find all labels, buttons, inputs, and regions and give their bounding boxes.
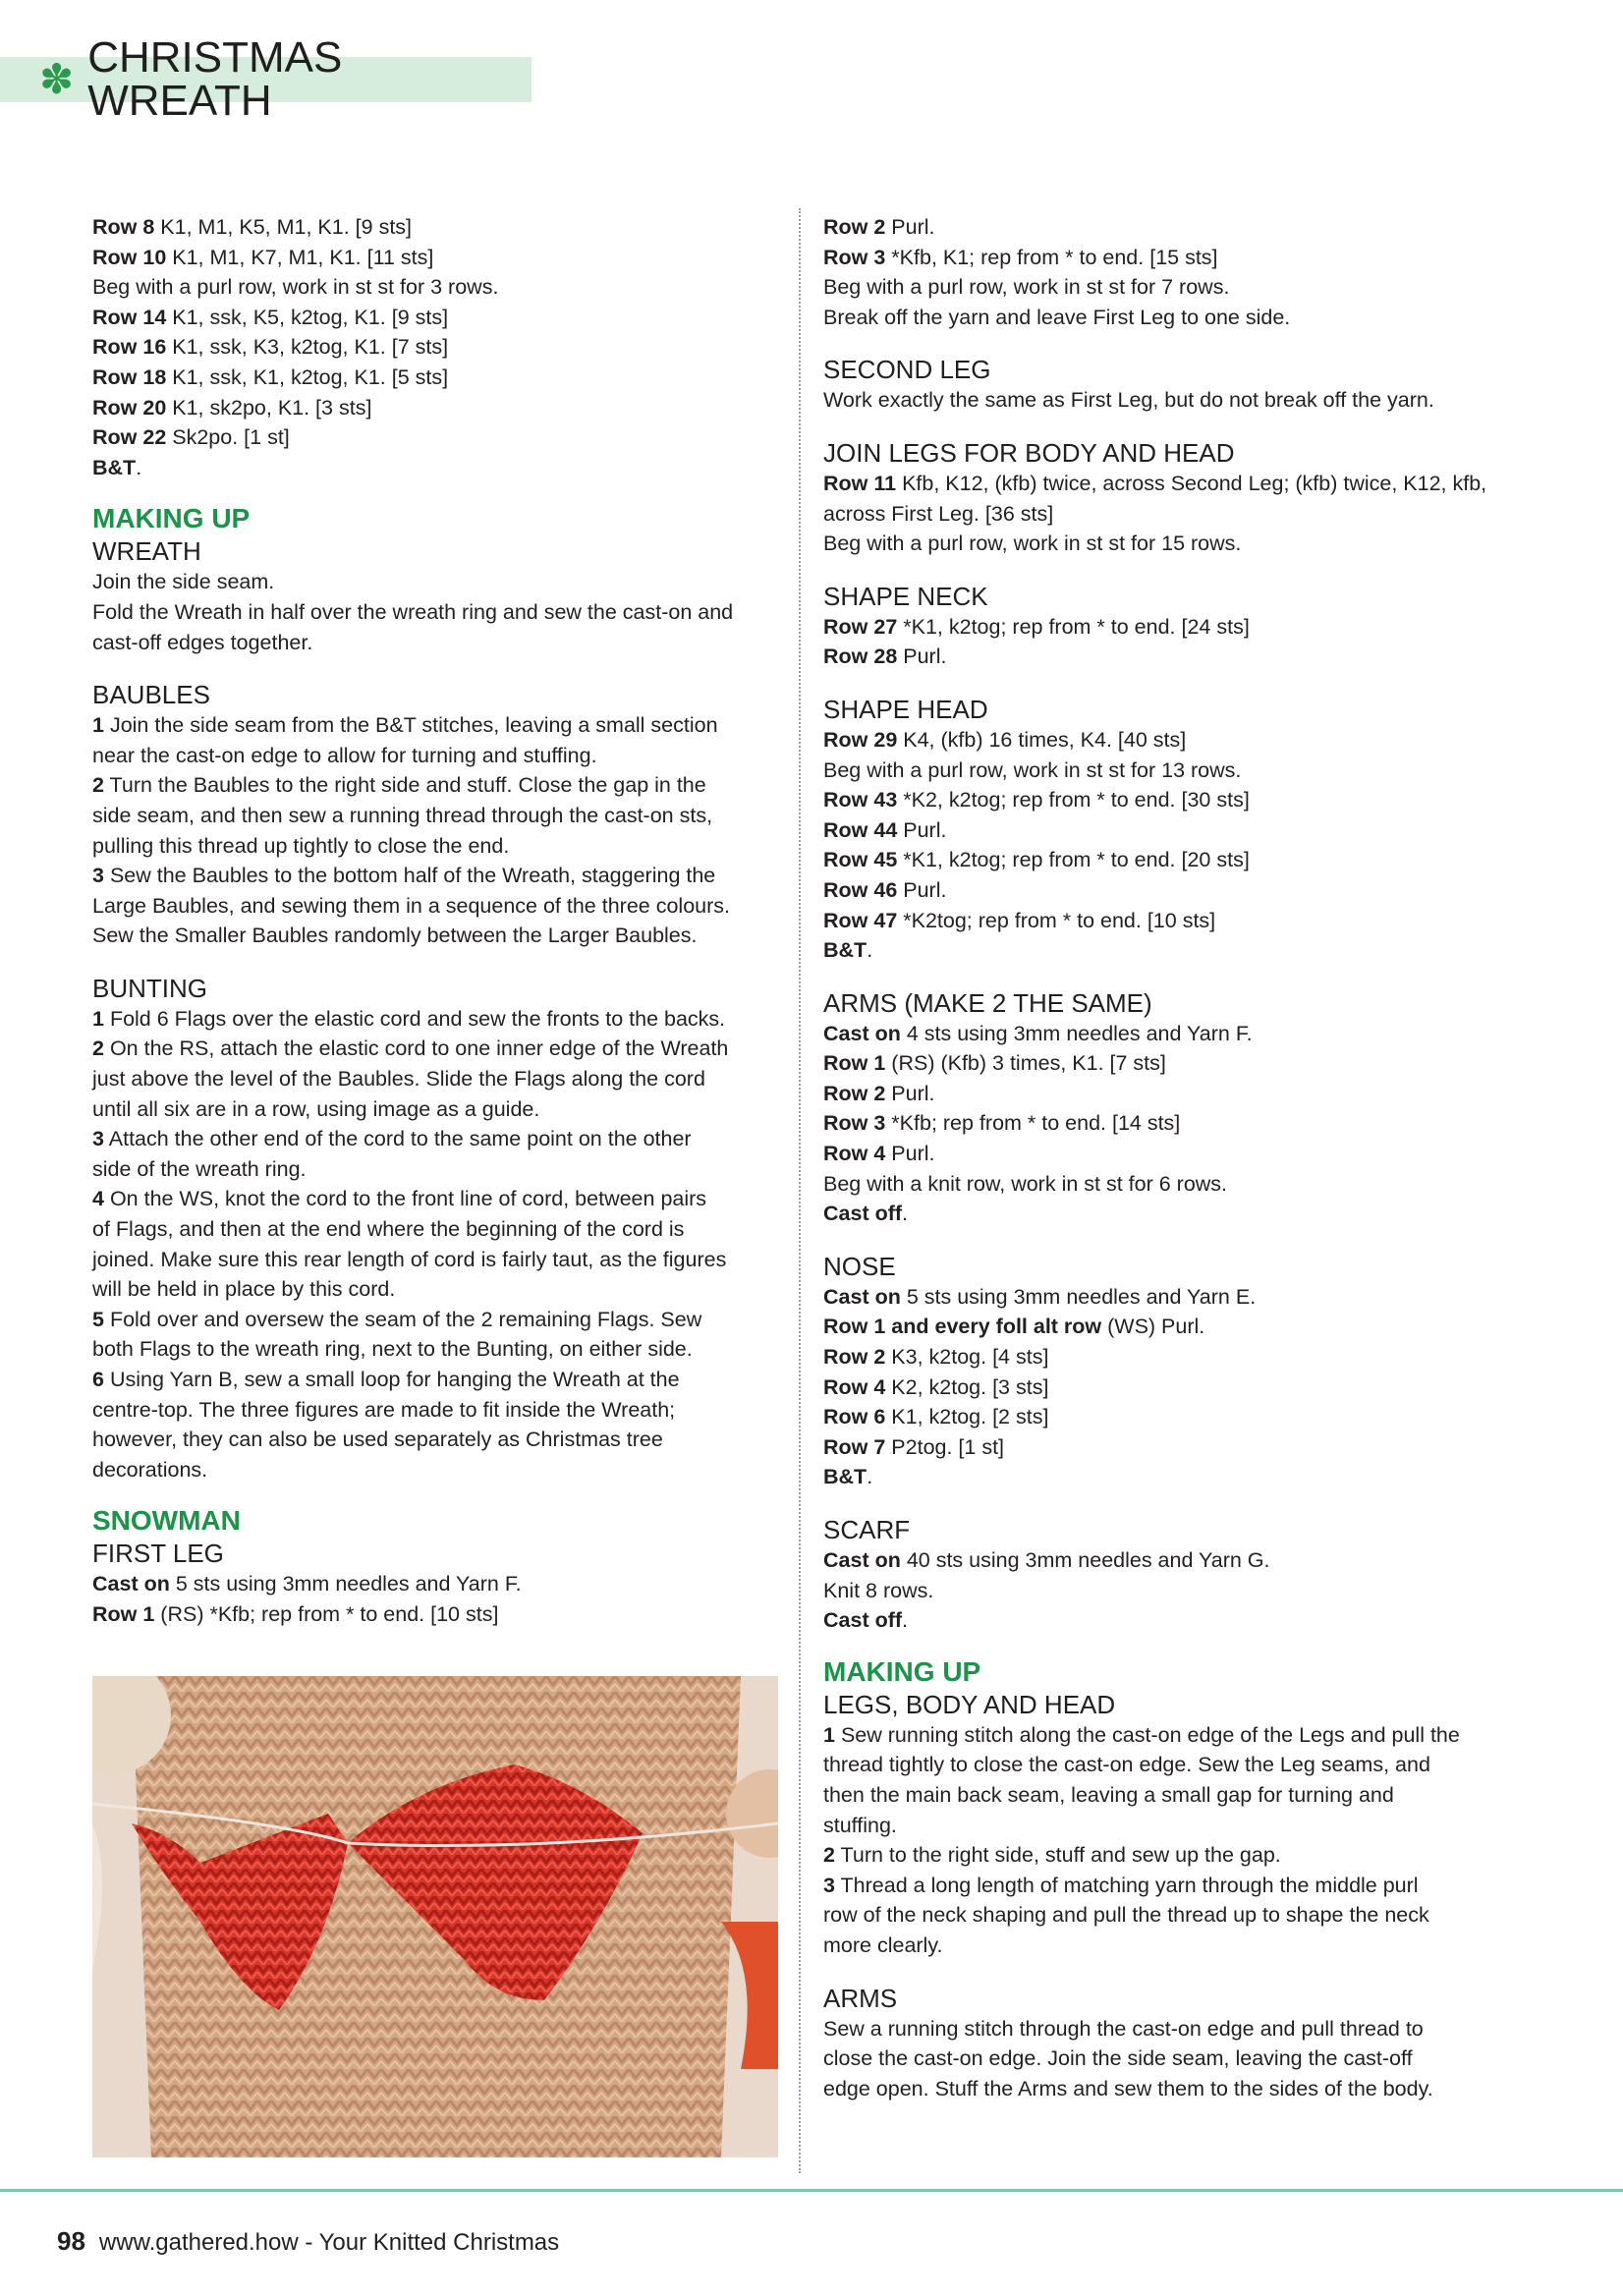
subsection-heading: ARMS — [823, 1983, 898, 2013]
instruction-text: of Flags, and then at the end where the beginning of the cord is — [92, 1217, 685, 1242]
instruction-text: Fold over and oversew the seam of the 2 remaining Flags. Sew — [103, 1307, 702, 1331]
right-column — [823, 212, 1511, 2103]
instruction-text: K1, ssk, K1, k2tog, K1. [5 sts] — [166, 364, 449, 389]
instruction-line — [823, 1048, 1511, 1079]
subsection-heading: SECOND LEG — [823, 355, 991, 385]
instruction-text: Purl. — [885, 1081, 935, 1105]
instruction-text: Kfb, K12, (kfb) twice, across Second Leg; (kfb) twice, K12, kfb, — [896, 471, 1487, 495]
instruction-line — [92, 921, 782, 951]
instruction-text: near the cast-on edge to allow for turning and stuffing. — [92, 743, 597, 767]
instruction-text: Sew the Smaller Baubles randomly between the Larger Baubles. — [92, 924, 698, 948]
instruction-line — [823, 272, 1511, 303]
instruction-label: Row 45 — [823, 848, 898, 872]
instruction-label: Row 16 — [92, 335, 167, 360]
instruction-line — [823, 906, 1511, 936]
instruction-label: Cast off — [823, 1202, 903, 1226]
instruction-label: Row 3 — [823, 245, 886, 269]
instruction-text: . — [867, 938, 873, 963]
instruction-line — [92, 891, 782, 922]
instruction-line — [92, 453, 782, 483]
instruction-line — [823, 1108, 1511, 1139]
instruction-label: 2 — [92, 1036, 104, 1061]
subsection-heading: BUNTING — [92, 973, 207, 1003]
instruction-text: row of the neck shaping and pull the thread up to shape the neck — [823, 1903, 1429, 1928]
instruction-line — [823, 1342, 1511, 1372]
instruction-label: Cast on — [823, 1548, 901, 1572]
instruction-label: B&T — [92, 455, 137, 479]
instruction-text: . — [136, 455, 142, 479]
instruction-label: Row 20 — [92, 395, 167, 420]
instruction-label: Row 44 — [823, 817, 898, 842]
instruction-text: decorations. — [92, 1457, 208, 1482]
knitted-bunting-photo — [92, 1676, 778, 2157]
instruction-line — [823, 1750, 1511, 1780]
instruction-line — [92, 243, 782, 273]
instruction-text: Work exactly the same as First Leg, but do not break off the yarn. — [823, 388, 1434, 413]
instruction-label: Row 11 — [823, 471, 897, 495]
instruction-text: On the RS, attach the elastic cord to one inner edge of the Wreath — [103, 1036, 729, 1061]
instruction-text: Turn to the right side, stuff and sew up the gap. — [834, 1843, 1281, 1868]
instruction-line — [823, 785, 1511, 815]
instruction-text: On the WS, knot the cord to the front line of cord, between pairs — [103, 1187, 707, 1211]
instruction-label: Row 2 — [823, 1081, 886, 1105]
instruction-line — [92, 1455, 782, 1485]
instruction-line — [823, 1372, 1511, 1403]
subsection-heading: LEGS, BODY AND HEAD — [823, 1689, 1116, 1719]
instruction-text: across First Leg. [36 sts] — [823, 501, 1054, 526]
instruction-label: Cast on — [823, 1284, 901, 1309]
instruction-line — [92, 1569, 782, 1599]
instruction-label: Row 4 — [823, 1374, 886, 1399]
instruction-text: K4, (kfb) 16 times, K4. [40 sts] — [897, 727, 1187, 752]
instruction-text: K1, M1, K7, M1, K1. [11 sts] — [166, 245, 434, 269]
instruction-label: B&T — [823, 938, 867, 963]
instruction-line — [92, 1124, 782, 1154]
instruction-text: thread tightly to close the cast-on edge. Sew the Leg seams, and — [823, 1753, 1430, 1777]
instruction-text: K1, ssk, K5, k2tog, K1. [9 sts] — [166, 305, 449, 329]
instruction-line — [92, 422, 782, 453]
instruction-label: Row 1 — [823, 1051, 886, 1076]
instruction-line — [823, 1079, 1511, 1109]
instruction-label: Row 8 — [92, 215, 155, 239]
instruction-text: side seam, and then sew a running thread through the cast-on sts, — [92, 803, 713, 827]
instruction-label: Row 2 — [823, 215, 886, 239]
instruction-label: Row 14 — [92, 305, 167, 329]
body-line: Join the side seam. — [92, 570, 275, 594]
instruction-label: Row 4 — [823, 1142, 886, 1166]
instruction-text: Sk2po. [1 st] — [166, 425, 290, 450]
instruction-label: Row 27 — [823, 614, 898, 639]
snowflake-icon: ✽ — [39, 56, 75, 102]
subsection-heading: JOIN LEGS FOR BODY AND HEAD — [823, 437, 1235, 468]
instruction-line — [823, 1811, 1511, 1841]
instruction-line — [92, 1305, 782, 1335]
instruction-line — [823, 935, 1511, 966]
instruction-line — [823, 385, 1511, 416]
instruction-line — [823, 1840, 1511, 1871]
instruction-label: Row 10 — [92, 245, 167, 269]
instruction-label: Row 47 — [823, 908, 898, 932]
subsection-heading: SCARF — [823, 1515, 911, 1544]
instruction-label: 4 — [92, 1187, 104, 1211]
instruction-line — [823, 1312, 1511, 1342]
instruction-text: Turn the Baubles to the right side and stuff. Close the gap in the — [103, 773, 706, 798]
instruction-line — [823, 1199, 1511, 1229]
section-heading: SNOWMAN — [92, 1505, 241, 1537]
instruction-text: more clearly. — [823, 1932, 943, 1957]
instruction-line — [92, 1094, 782, 1125]
instruction-line — [823, 612, 1511, 643]
instruction-line — [92, 272, 782, 303]
instruction-line — [92, 770, 782, 801]
instruction-text: Attach the other end of the cord to the same point on the other — [103, 1127, 692, 1151]
instruction-text: P2tog. [1 st] — [885, 1434, 1005, 1459]
instruction-text: then the main back seam, leaving a small gap for turning and — [823, 1782, 1394, 1807]
instruction-line — [92, 861, 782, 891]
instruction-line — [92, 1395, 782, 1426]
instruction-line — [823, 1545, 1511, 1576]
instruction-label: Row 2 — [823, 1345, 886, 1370]
instruction-text: just above the level of the Baubles. Slide the Flags along the cord — [92, 1067, 705, 1092]
footer-rule — [0, 2189, 1623, 2192]
section-heading: MAKING UP — [92, 503, 251, 534]
instruction-label: Cast off — [823, 1608, 903, 1633]
instruction-text: Beg with a purl row, work in st st for 13 rows. — [823, 757, 1242, 782]
subsection-heading: BAUBLES — [92, 680, 210, 710]
instruction-text: *K1, k2tog; rep from * to end. [24 sts] — [897, 614, 1250, 639]
left-column — [92, 212, 782, 1630]
instruction-line — [92, 831, 782, 862]
instruction-label: 3 — [92, 1127, 104, 1151]
instruction-line — [823, 1931, 1511, 1961]
instruction-text: Using Yarn B, sew a small loop for hanging the Wreath at the — [103, 1368, 680, 1391]
instruction-line — [823, 1282, 1511, 1313]
instruction-line — [823, 469, 1511, 499]
subsection-heading: NOSE — [823, 1251, 896, 1281]
instruction-line — [92, 1154, 782, 1185]
instruction-label: Row 29 — [823, 727, 898, 752]
instruction-line — [823, 1402, 1511, 1432]
instruction-line — [92, 393, 782, 423]
instruction-line — [92, 1184, 782, 1214]
subsection-heading: SHAPE HEAD — [823, 694, 988, 724]
instruction-text: until all six are in a row, using image as a guide. — [92, 1096, 540, 1121]
column-divider — [799, 208, 801, 2173]
instruction-text: stuffing. — [823, 1813, 897, 1837]
instruction-text: Purl. — [885, 1142, 935, 1166]
instruction-text: . — [867, 1465, 873, 1489]
instruction-label: Row 3 — [823, 1111, 886, 1136]
instruction-text: Purl. — [897, 817, 947, 842]
instruction-text: *K2, k2tog; rep from * to end. [30 sts] — [897, 788, 1250, 812]
instruction-text: 5 sts using 3mm needles and Yarn E. — [900, 1284, 1257, 1309]
instruction-line — [823, 1871, 1511, 1901]
instruction-label: Row 7 — [823, 1434, 886, 1459]
instruction-line — [823, 303, 1511, 333]
instruction-label: Cast on — [92, 1572, 170, 1596]
instruction-label: Row 22 — [92, 425, 167, 450]
instruction-text: Sew the Baubles to the bottom half of the Wreath, staggering the — [103, 864, 716, 888]
page-number: 98 — [57, 2226, 85, 2256]
instruction-text: Knit 8 rows. — [823, 1578, 934, 1602]
instruction-label: Row 46 — [823, 877, 898, 902]
subsection-heading: FIRST LEG — [92, 1539, 224, 1569]
instruction-text: Purl. — [885, 215, 935, 239]
instruction-line — [823, 499, 1511, 530]
section-heading: MAKING UP — [823, 1655, 981, 1687]
instruction-line — [823, 1780, 1511, 1811]
instruction-text: Beg with a knit row, work in st st for 6 rows. — [823, 1171, 1228, 1196]
instruction-text: . — [902, 1202, 909, 1226]
instruction-text: Sew a running stitch through the cast-on edge and pull thread to — [823, 2016, 1424, 2041]
instruction-text: *Kfb; rep from * to end. [14 sts] — [885, 1111, 1181, 1136]
instruction-line — [92, 1425, 782, 1455]
instruction-line — [823, 875, 1511, 906]
instruction-label: 3 — [92, 864, 104, 888]
instruction-text: Purl. — [897, 644, 947, 669]
instruction-line — [823, 845, 1511, 875]
instruction-text: . — [902, 1608, 909, 1633]
instruction-text: (WS) Purl. — [1101, 1315, 1205, 1339]
instruction-text: centre-top. The three figures are made to fit inside the Wreath; — [92, 1397, 676, 1422]
instruction-text: Thread a long length of matching yarn through the middle purl — [834, 1873, 1419, 1897]
header-bar — [0, 33, 532, 125]
instruction-text: Beg with a purl row, work in st st for 7 rows. — [823, 275, 1230, 300]
subsection-heading: WREATH — [92, 536, 201, 567]
instruction-label: Row 1 and every foll alt row — [823, 1315, 1102, 1339]
subsection-heading: ARMS (MAKE 2 THE SAME) — [823, 987, 1152, 1018]
instruction-line — [92, 801, 782, 831]
instruction-text: Beg with a purl row, work in st st for 15 rows. — [823, 532, 1242, 556]
instruction-text: K2, k2tog. [3 sts] — [885, 1374, 1049, 1399]
instruction-line — [92, 1214, 782, 1245]
instruction-text: (RS) *Kfb; rep from * to end. [10 sts] — [154, 1601, 499, 1626]
body-line: Fold the Wreath in half over the wreath ring and sew the cast-on and — [92, 599, 734, 624]
instruction-text: Sew running stitch along the cast-on edge of the Legs and pull the — [834, 1722, 1460, 1747]
instruction-label: 1 — [823, 1722, 835, 1747]
instruction-line — [823, 725, 1511, 756]
instruction-label: Row 1 — [92, 1601, 155, 1626]
instruction-line — [823, 756, 1511, 786]
instruction-line — [823, 1139, 1511, 1169]
instruction-line — [823, 1462, 1511, 1492]
instruction-line — [92, 1034, 782, 1064]
instruction-label: Row 6 — [823, 1405, 886, 1429]
instruction-line — [92, 332, 782, 363]
instruction-text: K1, ssk, K3, k2tog, K1. [7 sts] — [166, 335, 449, 360]
instruction-line — [92, 710, 782, 741]
instruction-text: 4 sts using 3mm needles and Yarn F. — [900, 1021, 1253, 1045]
instruction-text: side of the wreath ring. — [92, 1156, 307, 1181]
instruction-line — [92, 1274, 782, 1305]
footer-text: www.gathered.how - Your Knitted Christmas — [98, 2229, 560, 2256]
instruction-text: however, they can also be used separately as Christmas tree — [92, 1428, 663, 1452]
instruction-line — [823, 2014, 1511, 2044]
instruction-text: joined. Make sure this rear length of cord is fairly taut, as the figures — [92, 1247, 727, 1271]
instruction-text: K1, sk2po, K1. [3 sts] — [166, 395, 372, 420]
instruction-line — [92, 1064, 782, 1094]
instruction-line — [823, 1432, 1511, 1463]
instruction-label: 5 — [92, 1307, 104, 1331]
instruction-line — [823, 2074, 1511, 2104]
instruction-line — [823, 529, 1511, 559]
instruction-line — [823, 1576, 1511, 1606]
instruction-text: K3, k2tog. [4 sts] — [885, 1345, 1049, 1370]
instruction-text: close the cast-on edge. Join the side seam, leaving the cast-off — [823, 2046, 1413, 2071]
instruction-text: 5 sts using 3mm needles and Yarn F. — [169, 1572, 522, 1596]
instruction-line — [92, 212, 782, 243]
instruction-text: Beg with a purl row, work in st st for 3 rows. — [92, 275, 499, 300]
instruction-line — [823, 1019, 1511, 1049]
instruction-text: both Flags to the wreath ring, next to the Bunting, on either side. — [92, 1337, 693, 1362]
instruction-line — [823, 1605, 1511, 1636]
body-line: cast-off edges together. — [92, 630, 313, 654]
footer — [57, 2226, 559, 2257]
instruction-text: Join the side seam from the B&T stitches, leaving a small section — [103, 713, 718, 738]
instruction-line — [823, 1169, 1511, 1200]
instruction-line — [92, 1599, 782, 1630]
instruction-text: Purl. — [897, 877, 947, 902]
instruction-line — [823, 2044, 1511, 2074]
instruction-label: 2 — [823, 1843, 835, 1868]
instruction-line — [92, 303, 782, 333]
instruction-label: Row 18 — [92, 364, 167, 389]
instruction-label: 1 — [92, 1006, 104, 1031]
instruction-text: K1, k2tog. [2 sts] — [885, 1405, 1049, 1429]
instruction-line — [823, 1720, 1511, 1751]
instruction-label: Cast on — [823, 1021, 901, 1045]
instruction-label: 6 — [92, 1368, 104, 1391]
instruction-label: 3 — [823, 1873, 835, 1897]
subsection-heading: SHAPE NECK — [823, 581, 988, 611]
instruction-text: *K1, k2tog; rep from * to end. [20 sts] — [897, 848, 1250, 872]
instruction-line — [92, 1365, 782, 1395]
instruction-text: K1, M1, K5, M1, K1. [9 sts] — [154, 215, 413, 239]
instruction-text: 40 sts using 3mm needles and Yarn G. — [900, 1548, 1270, 1572]
instruction-line — [92, 1004, 782, 1035]
instruction-line — [823, 642, 1511, 672]
instruction-label: 1 — [92, 713, 104, 738]
instruction-label: Row 28 — [823, 644, 898, 669]
instruction-text: (RS) (Kfb) 3 times, K1. [7 sts] — [885, 1051, 1166, 1076]
instruction-line — [823, 243, 1511, 273]
instruction-line — [92, 1245, 782, 1275]
instruction-text: pulling this thread up tightly to close the end. — [92, 833, 510, 858]
instruction-text: Large Baubles, and sewing them in a sequence of the three colours. — [92, 893, 730, 918]
instruction-text: edge open. Stuff the Arms and sew them to the sides of the body. — [823, 2076, 1433, 2100]
instruction-line — [92, 741, 782, 771]
instruction-text: Break off the yarn and leave First Leg to one side. — [823, 305, 1291, 329]
instruction-text: Fold 6 Flags over the elastic cord and sew the fronts to the backs. — [103, 1006, 726, 1031]
instruction-line — [92, 1334, 782, 1365]
instruction-line — [92, 363, 782, 393]
instruction-line — [823, 212, 1511, 243]
page-title: CHRISTMAS WREATH — [87, 33, 343, 125]
instruction-line — [823, 1900, 1511, 1931]
instruction-text: *Kfb, K1; rep from * to end. [15 sts] — [885, 245, 1218, 269]
instruction-label: 2 — [92, 773, 104, 798]
instruction-label: B&T — [823, 1465, 867, 1489]
instruction-line — [823, 815, 1511, 846]
instruction-text: will be held in place by this cord. — [92, 1277, 396, 1302]
instruction-text: *K2tog; rep from * to end. [10 sts] — [897, 908, 1216, 932]
instruction-label: Row 43 — [823, 788, 898, 812]
